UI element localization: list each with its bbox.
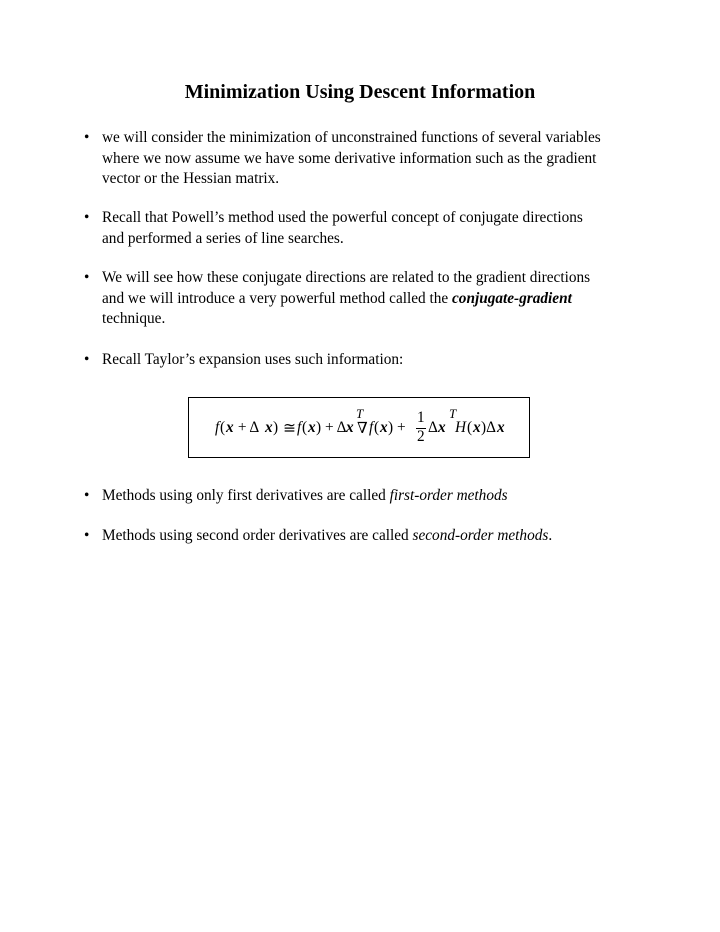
bullet-line: we will consider the minimization of unconstrained functions of several variables <box>102 129 601 146</box>
formula-symbol: x <box>438 419 446 436</box>
bullet-line: vector or the Hessian matrix. <box>102 170 280 187</box>
formula-symbol: f <box>215 419 220 436</box>
formula-fraction-denominator: 2 <box>417 428 425 445</box>
formula-symbol: x <box>473 419 481 436</box>
emphasis-first-order-methods: first-order methods <box>389 487 508 504</box>
bullet-text: Methods using second order derivatives are called <box>102 527 413 544</box>
formula-symbol: ∇ <box>357 420 368 437</box>
bullet-marker: • <box>84 351 90 368</box>
formula-symbol: ) <box>316 419 322 436</box>
formula-symbol: f <box>297 419 302 436</box>
bullet-text: and we will introduce a very powerful method called the <box>102 289 453 307</box>
formula-symbol: + Δ <box>325 419 347 436</box>
formula-symbol: ( <box>302 419 308 436</box>
bullet-marker: • <box>84 269 90 286</box>
bullet-line <box>102 486 644 507</box>
bullet-marker: • <box>84 487 90 504</box>
formula-symbol: x <box>346 419 354 436</box>
formula-symbol: Δ <box>428 419 438 436</box>
formula-symbol: ( <box>467 419 473 436</box>
emphasis-conjugate-gradient: conjugate-gradient <box>452 289 572 307</box>
taylor-expansion-formula-box <box>188 397 530 458</box>
bullet-line: We will see how these conjugate directions are related to the gradient directions <box>102 269 591 286</box>
formula-symbol: + <box>397 419 406 436</box>
bullet-line: Recall Taylor’s expansion uses such information: <box>102 351 404 368</box>
emphasis-second-order-methods: second-order methods <box>412 527 549 544</box>
bullet-line: Recall that Powell’s method used the powerful concept of conjugate directions <box>102 209 583 226</box>
bullet-text: Methods using only first derivatives are called <box>102 487 390 504</box>
bullet-item <box>84 208 644 249</box>
bullet-line: and performed a series of line searches. <box>102 229 344 247</box>
bullet-item <box>84 128 644 190</box>
bullet-line <box>102 289 644 310</box>
formula-fraction-numerator: 1 <box>417 409 425 426</box>
formula-superscript: T <box>449 406 457 421</box>
bullet-marker: • <box>84 527 90 544</box>
formula-symbol: ) <box>388 419 394 436</box>
bullet-line: where we now assume we have some derivative information such as the gradient <box>102 149 597 167</box>
formula-symbol: ( <box>220 419 226 436</box>
bullet-item <box>84 526 644 547</box>
bullet-text: . <box>548 527 553 544</box>
bullet-item <box>84 350 644 371</box>
bullet-line: technique. <box>102 310 166 327</box>
formula-symbol: H <box>455 419 467 436</box>
formula-symbol: )Δ <box>481 419 496 436</box>
formula-symbol: x <box>497 419 505 436</box>
formula-symbol: x <box>226 419 234 436</box>
formula-symbol: x <box>265 419 273 436</box>
formula-symbol: x <box>380 419 388 436</box>
formula-symbol: x <box>308 419 316 436</box>
formula-symbol: f <box>369 419 374 436</box>
formula-symbol: ( <box>374 419 380 436</box>
formula-symbol: ≅ <box>283 420 296 437</box>
formula-symbol: ) <box>273 419 279 436</box>
bullet-marker: • <box>84 129 90 146</box>
taylor-expansion-formula <box>215 406 515 449</box>
bullet-marker: • <box>84 209 90 226</box>
formula-symbol: + Δ <box>234 419 260 436</box>
page-title: Minimization Using Descent Information <box>184 81 536 103</box>
bullet-item <box>84 268 644 330</box>
bullet-line <box>102 526 644 547</box>
formula-superscript: T <box>356 406 364 421</box>
bullet-item <box>84 486 644 507</box>
